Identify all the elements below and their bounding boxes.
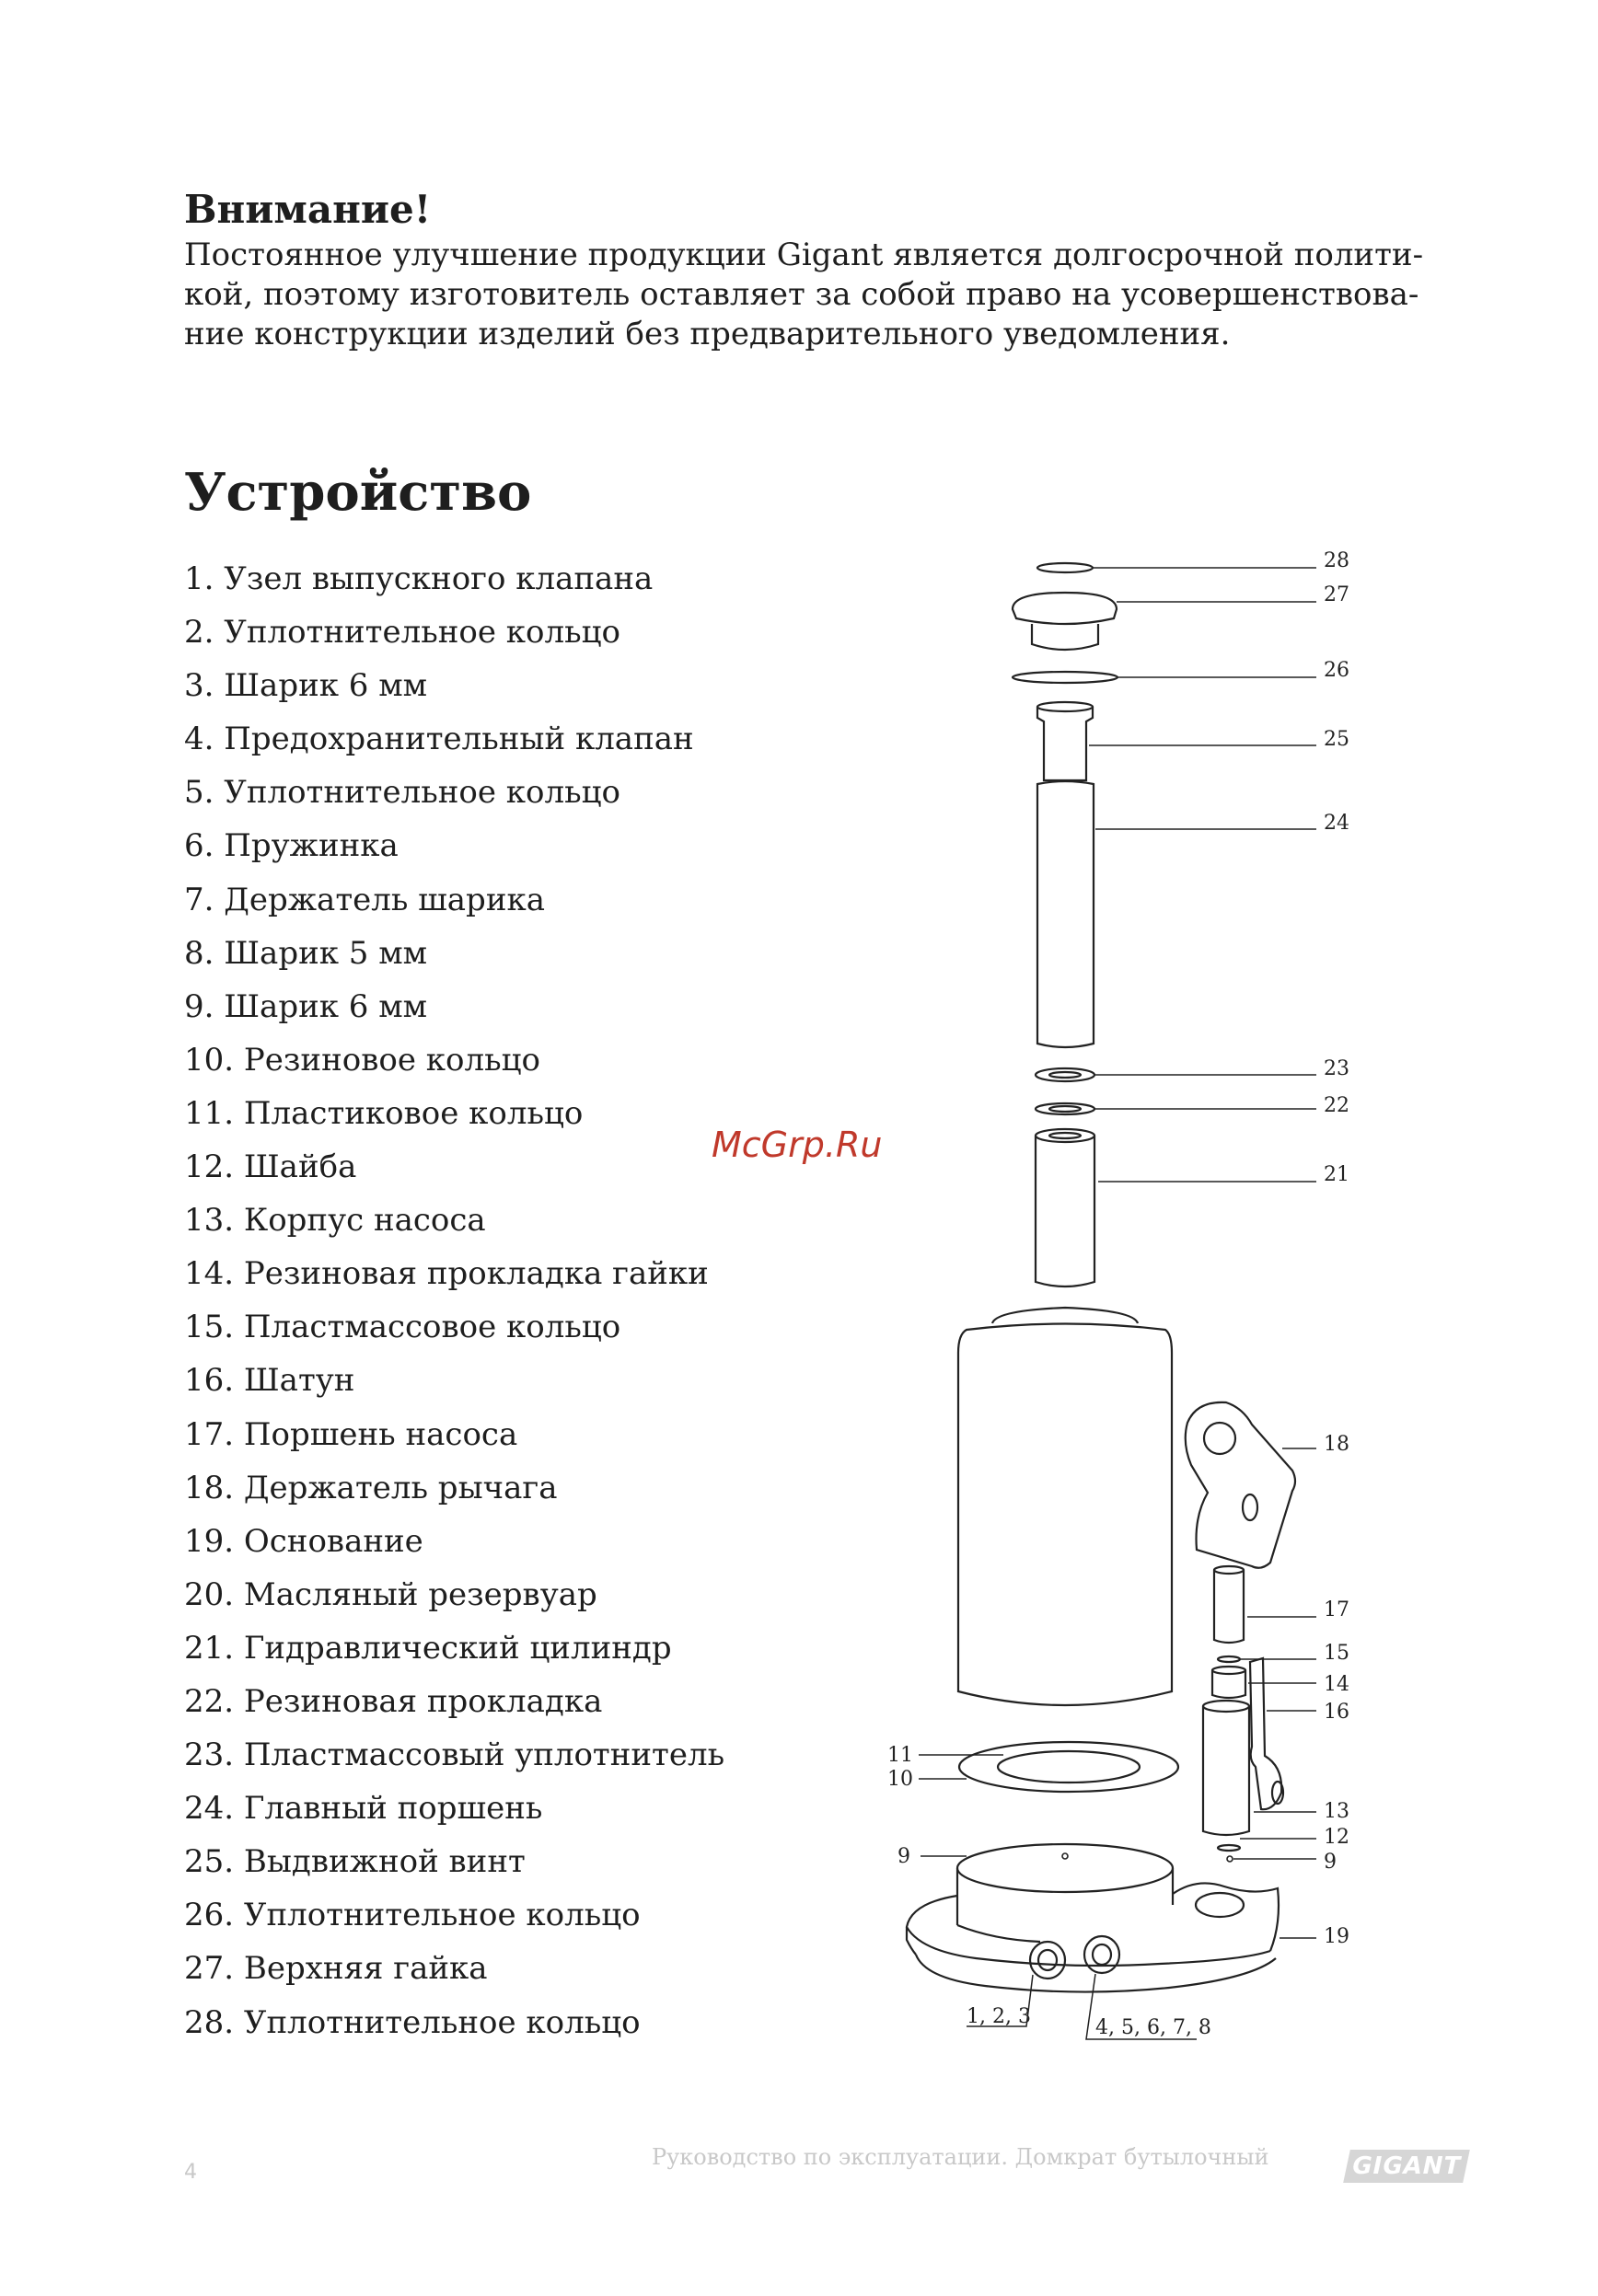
callout-15: 15 xyxy=(1324,1642,1349,1665)
part-24-main-piston xyxy=(1037,781,1094,1047)
footer-title: Руководство по эксплуатации. Домкрат бутылочный xyxy=(652,2144,1269,2170)
parts-list-item: 17. Поршень насоса xyxy=(184,1415,518,1453)
parts-list-item: 18. Держатель рычага xyxy=(184,1469,558,1506)
callout-23: 23 xyxy=(1324,1057,1349,1080)
parts-list-item: 13. Корпус насоса xyxy=(184,1202,486,1240)
callout-16: 16 xyxy=(1324,1701,1349,1724)
callout-12: 12 xyxy=(1324,1826,1349,1849)
page-number: 4 xyxy=(184,2161,197,2184)
callout-13: 13 xyxy=(1324,1800,1349,1823)
parts-list-item: 1. Узел выпускного клапана xyxy=(184,560,654,597)
attention-line: Постоянное улучшение продукции Gigant является долгосрочной полити- xyxy=(184,237,1424,273)
callout-18: 18 xyxy=(1324,1433,1349,1456)
part-9-ball-left xyxy=(1062,1853,1068,1859)
part-16-connecting-rod xyxy=(1250,1658,1283,1809)
parts-list-item: 14. Резиновая прокладка гайки xyxy=(184,1255,709,1293)
part-18-lever-holder xyxy=(1186,1402,1295,1568)
parts-list-item: 4. Предохранительный клапан xyxy=(184,721,694,758)
parts-list-item: 8. Шарик 5 мм xyxy=(184,934,428,972)
parts-list-item: 11. Пластиковое кольцо xyxy=(184,1094,584,1132)
part-10-11-rings xyxy=(959,1742,1178,1792)
part-28-oring xyxy=(1037,563,1093,572)
attention-line: кой, поэтому изготовитель оставляет за собой право на усовершенствова- xyxy=(184,276,1419,313)
part-20-oil-reservoir xyxy=(958,1308,1172,1705)
callout-10: 10 xyxy=(887,1768,913,1791)
parts-list-item: 22. Резиновая прокладка xyxy=(184,1682,603,1720)
parts-list-item: 26. Уплотнительное кольцо xyxy=(184,1897,641,1934)
callout-26: 26 xyxy=(1324,659,1349,682)
callout-19: 19 xyxy=(1324,1925,1349,1948)
parts-list-item: 16. Шатун xyxy=(184,1362,355,1400)
callout-25: 25 xyxy=(1324,728,1349,751)
gigant-logo-text: GIGANT xyxy=(1349,2152,1465,2180)
callout-1-2-3: 1, 2, 3 xyxy=(967,2005,1031,2028)
callout-27: 27 xyxy=(1324,583,1349,606)
parts-list-item: 3. Шарик 6 мм xyxy=(184,667,428,705)
part-15-plastic-ring xyxy=(1218,1656,1240,1662)
parts-list-item: 15. Пластмассовое кольцо xyxy=(184,1309,621,1346)
callout-4-5-6-7-8: 4, 5, 6, 7, 8 xyxy=(1095,2016,1211,2039)
part-17-pump-piston xyxy=(1214,1566,1244,1643)
callout-24: 24 xyxy=(1324,812,1349,835)
callout-9-left: 9 xyxy=(897,1845,910,1868)
parts-list-item: 9. Шарик 6 мм xyxy=(184,987,428,1025)
parts-list-item: 19. Основание xyxy=(184,1522,423,1560)
part-valve-knobs xyxy=(1030,1936,1119,1979)
parts-list-item: 5. Уплотнительное кольцо xyxy=(184,774,620,812)
part-9-ball-right xyxy=(1227,1856,1233,1862)
callout-14: 14 xyxy=(1324,1673,1349,1696)
parts-list-item: 23. Пластмассовый уплотнитель xyxy=(184,1736,725,1774)
part-23-seal xyxy=(1036,1068,1094,1081)
callout-9-right: 9 xyxy=(1324,1851,1337,1874)
parts-list-item: 20. Масляный резервуар xyxy=(184,1575,597,1613)
parts-list-item: 2. Уплотнительное кольцо xyxy=(184,614,620,652)
callout-22: 22 xyxy=(1324,1094,1349,1117)
callout-28: 28 xyxy=(1324,549,1349,572)
watermark: McGrp.Ru xyxy=(712,1125,883,1165)
part-14-nut-gasket xyxy=(1212,1667,1245,1698)
parts-list-item: 27. Верхняя гайка xyxy=(184,1950,488,1988)
part-21-hydraulic-cylinder xyxy=(1036,1129,1094,1286)
callout-21: 21 xyxy=(1324,1163,1349,1186)
parts-list-item: 7. Держатель шарика xyxy=(184,881,545,918)
parts-list-item: 24. Главный поршень xyxy=(184,1790,543,1828)
callout-17: 17 xyxy=(1324,1598,1349,1621)
part-22-rubber-gasket xyxy=(1036,1103,1094,1114)
parts-list-item: 25. Выдвижной винт xyxy=(184,1843,526,1881)
gigant-logo xyxy=(1343,2150,1470,2183)
part-25-extension-screw xyxy=(1037,702,1093,780)
parts-list-item: 10. Резиновое кольцо xyxy=(184,1041,540,1079)
parts-list-item: 12. Шайба xyxy=(184,1148,357,1186)
part-27-top-nut xyxy=(1013,593,1117,650)
section-title: Устройство xyxy=(184,462,532,523)
attention-title: Внимание! xyxy=(184,187,432,232)
part-12-washer xyxy=(1218,1845,1240,1851)
part-13-pump-body xyxy=(1203,1701,1249,1835)
parts-list-item: 28. Уплотнительное кольцо xyxy=(184,2003,641,2041)
callout-11: 11 xyxy=(887,1744,913,1767)
parts-list-item: 6. Пружинка xyxy=(184,827,399,865)
attention-line: ние конструкции изделий без предварительного уведомления. xyxy=(184,316,1231,352)
part-26-oring xyxy=(1013,672,1117,683)
parts-list-item: 21. Гидравлический цилиндр xyxy=(184,1629,672,1667)
